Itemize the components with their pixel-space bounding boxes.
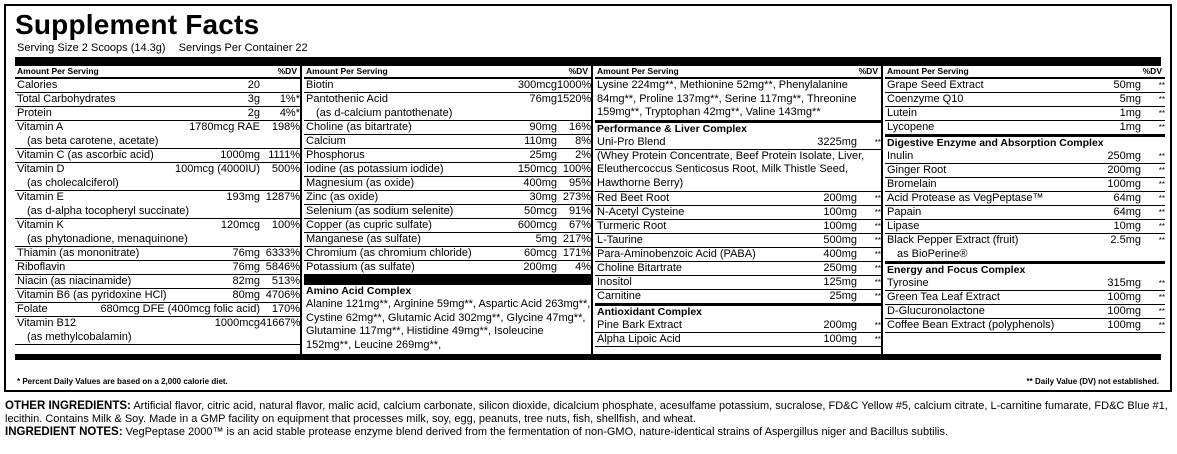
nutrient-name: Choline Bitartrate [597, 261, 682, 274]
ingredients-section [5, 400, 1173, 439]
unipro-sub: (Whey Protein Concentrate, Beef Protein Isolate, Liver, Eleuthercoccus Senticosus Root, Milk Thistle Seed, Hawthorne Berry) [595, 150, 881, 192]
nutrient-dv: 1%* [279, 93, 300, 105]
nutrient-name: Vitamin E [17, 191, 64, 203]
nutrient-name: Inulin [887, 150, 914, 162]
nutrient-dv: 100% [562, 163, 591, 175]
nutrient-dv: ** [874, 221, 881, 231]
nutrient-row [885, 150, 1165, 164]
nutrient-amount: 25mg [529, 149, 557, 161]
nutrient-amount: 200mg [823, 191, 857, 204]
nutrient-dv: 1000% [557, 79, 592, 91]
nutrient-row [15, 121, 300, 135]
nutrient-amount: 200mg [1107, 164, 1141, 176]
nutrient-name: N-Acetyl Cysteine [597, 205, 685, 218]
amino-acid-title: Amino Acid Complex [306, 285, 412, 297]
nutrient-row [304, 205, 591, 219]
nutrient-dv: 16% [568, 121, 591, 133]
nutrient-dv: 4%* [279, 107, 300, 119]
nutrient-amount: 100mg [823, 205, 857, 218]
nutrient-amount: 150mcg [517, 163, 557, 175]
nutrient-row [304, 93, 591, 107]
nutrient-amount: 5mg [1119, 93, 1141, 105]
nutrient-row [15, 247, 300, 261]
nutrient-amount: 90mg [529, 121, 557, 133]
nutrient-name: Inositol [597, 275, 632, 288]
nutrient-name: Coffee Bean Extract (polyphenols) [887, 319, 1055, 331]
nutrient-name: Ginger Root [887, 164, 947, 176]
nutrient-amount: 76mg [232, 247, 260, 259]
nutrient-name: Pantothenic Acid [306, 93, 388, 105]
nutrient-name: L-Taurine [597, 233, 643, 246]
nutrient-row [304, 149, 591, 163]
nutrient-amount: 50mcg [523, 205, 557, 217]
nutrient-row [595, 248, 881, 262]
nutrient-row [15, 219, 300, 233]
nutrient-row [885, 277, 1165, 291]
nutrient-amount: 76mg [232, 261, 260, 273]
amino-acid-continued: Lysine 224mg**, Methionine 52mg**, Phenylalanine 84mg**, Proline 137mg**, Serine 117mg**, Threonine 159mg**, Tryptophan 42mg**, Valine 143mg** [595, 79, 881, 123]
nutrient-amount: 315mg [1107, 277, 1141, 289]
nutrient-amount: 100mg [1107, 178, 1141, 190]
nutrient-name: Green Tea Leaf Extract [887, 291, 1000, 303]
nutrient-amount: 110mg [524, 135, 557, 147]
nutrient-dv: ** [1158, 180, 1165, 189]
nutrient-name: Manganese (as sulfate) [306, 233, 421, 245]
column-header: Amount Per Serving %DV [304, 66, 591, 79]
supplement-facts-panel [4, 4, 1172, 392]
performance-title: Performance & Liver Complex [597, 122, 747, 135]
nutrient-amount: 100mcg (4000IU) [175, 163, 260, 175]
nutrient-amount: 193mg [226, 191, 260, 203]
nutrient-name: Pine Bark Extract [597, 318, 682, 331]
nutrient-row [885, 319, 1165, 333]
column-header: Amount Per Serving %DV [885, 66, 1165, 79]
nutrient-name: Niacin (as niacinamide) [17, 275, 132, 287]
nutrient-dv: ** [874, 320, 881, 330]
nutrient-dv: ** [874, 277, 881, 287]
nutrient-dv: 5846% [265, 261, 300, 273]
nutrient-dv: ** [1158, 152, 1165, 161]
nutrient-amount: 20 [247, 79, 260, 91]
nutrient-name: D-Glucuronolactone [887, 305, 985, 317]
nutrient-name: Lipase [887, 220, 920, 232]
nutrient-name: Vitamin D [17, 163, 65, 175]
nutrient-amount: 3g [247, 93, 260, 105]
nutrient-sub: (as d-calcium pantothenate) [304, 107, 591, 121]
nutrient-amount: 76mg [529, 93, 557, 105]
other-ingredients-text: Artificial flavor, citric acid, natural flavor, malic acid, calcium carbonate, silicon dioxide, dicalcium phosphate, acesulfame potassium, sucralose, FD&C Yellow #5, calcium citrate, L-carnitine fumarate, FD&C Blue #1, lecithin. Contains Milk & Soy. Made in a GMP facility on equipment that processes milk, soy, egg, peanuts, tree nuts, fish, shellfish, and wheat. [5, 400, 1168, 425]
nutrient-dv: ** [874, 193, 881, 203]
nutrient-row [885, 107, 1165, 121]
nutrient-dv: 6333% [265, 247, 300, 259]
column-3 [595, 66, 883, 354]
nutrient-name: Biotin [306, 79, 334, 91]
nutrient-sub: (as d-alpha tocopheryl succinate) [15, 205, 300, 219]
nutrient-dv: ** [874, 207, 881, 217]
section-divider [304, 275, 591, 285]
nutrient-row [595, 206, 881, 220]
nutrient-row [595, 319, 881, 333]
nutrient-dv: 4706% [265, 289, 300, 301]
nutrient-amount: 400mg [523, 177, 557, 189]
nutrient-name: Calories [17, 79, 58, 91]
nutrient-row [885, 305, 1165, 319]
nutrient-dv: ** [1158, 95, 1165, 104]
nutrient-dv: ** [1158, 208, 1165, 217]
nutrient-name: Protein [17, 107, 52, 119]
nutrient-row [595, 290, 881, 304]
nutrient-row [15, 261, 300, 275]
nutrient-amount: 80mg [232, 289, 260, 301]
unipro-row: Uni-Pro Blend 3225mg ** [597, 135, 881, 148]
nutrient-name: Phosphorus [306, 149, 365, 161]
nutrient-amount: 200mg [523, 261, 557, 273]
nutrient-row [885, 178, 1165, 192]
nutrient-row [304, 163, 591, 177]
nutrient-name: Folate [17, 303, 48, 315]
column-header: Amount Per Serving %DV [595, 66, 881, 79]
nutrient-row [304, 79, 591, 93]
digestive-rows [885, 150, 1165, 262]
nutrient-dv: ** [1158, 293, 1165, 302]
nutrient-dv: 2% [575, 149, 591, 161]
nutrient-amount: 100mg [1107, 291, 1141, 303]
nutrient-name: Vitamin B6 (as pyridoxine HCl) [17, 289, 167, 301]
nutrient-dv: ** [874, 334, 881, 344]
nutrient-dv: 273% [562, 191, 591, 203]
nutrient-row [15, 79, 300, 93]
footnote-not-established: ** Daily Value (DV) not established. [1026, 377, 1159, 386]
nutrient-sub: (as cholecalciferol) [15, 177, 300, 191]
energy-rows [885, 277, 1165, 333]
nutrient-amount: 250mg [823, 261, 857, 274]
ingredient-notes [5, 426, 1173, 439]
nutrient-amount: 125mg [823, 275, 857, 288]
nutrient-row [304, 261, 591, 275]
nutrient-name: Calcium [306, 135, 346, 147]
nutrient-name: Copper (as cupric sulfate) [306, 219, 432, 231]
nutrient-row [304, 177, 591, 191]
nutrient-name: Grape Seed Extract [887, 79, 984, 91]
nutrient-row [595, 192, 881, 206]
nutrient-dv: ** [1158, 194, 1165, 203]
nutrient-dv: ** [1158, 236, 1165, 245]
nutrient-row [885, 220, 1165, 234]
panel-title: Supplement Facts [15, 9, 260, 40]
serving-size: Serving Size 2 Scoops (14.3g) [17, 42, 166, 54]
nutrient-name: Selenium (as sodium selenite) [306, 205, 454, 217]
nutrient-sub: (as phytonadione, menaquinone) [15, 233, 300, 247]
nutrient-row [15, 93, 300, 107]
nutrient-amount: 400mg [823, 247, 857, 260]
nutrient-dv: ** [874, 235, 881, 245]
nutrient-row [304, 191, 591, 205]
nutrient-dv [260, 79, 300, 92]
nutrient-name: Para-Aminobenzoic Acid (PABA) [597, 247, 756, 260]
nutrient-amount: 100mg [823, 219, 857, 232]
nutrient-dv: 1520% [557, 93, 592, 105]
nutrient-row [15, 317, 300, 331]
nutrient-name: Chromium (as chromium chloride) [306, 247, 472, 259]
nutrient-name: Coenzyme Q10 [887, 93, 964, 105]
nutrient-row [595, 234, 881, 248]
nutrient-row [595, 262, 881, 276]
nutrient-row [885, 164, 1165, 178]
column-2 [304, 66, 593, 354]
nutrient-dv: ** [1158, 81, 1165, 90]
nutrient-dv: 100% [271, 219, 300, 231]
energy-title: Energy and Focus Complex [885, 262, 1165, 277]
nutrient-sub: (as methylcobalamin) [15, 331, 300, 345]
nutrient-dv: 41667% [260, 317, 301, 329]
nutrient-dv: ** [1158, 123, 1165, 132]
nutrient-row [885, 206, 1165, 220]
nutrient-amount: 1000mg [220, 149, 260, 161]
nutrient-amount: 60mcg [523, 247, 557, 259]
nutrient-name: Magnesium (as oxide) [306, 177, 415, 189]
nutrient-row [885, 79, 1165, 93]
nutrient-amount: 600mcg [517, 219, 557, 231]
nutrient-row [885, 234, 1165, 248]
nutrient-dv: ** [1158, 109, 1165, 118]
nutrient-amount: 64mg [1113, 206, 1141, 218]
top-bar [15, 57, 1161, 66]
nutrient-amount: 120mcg [220, 219, 260, 231]
serving-info [17, 42, 318, 55]
nutrient-dv: 4% [575, 261, 591, 273]
footnote-dv: * Percent Daily Values are based on a 2,000 calorie diet. [17, 377, 228, 386]
nutrient-dv: 171% [562, 247, 591, 259]
nutrient-dv: ** [874, 249, 881, 259]
nutrient-dv: 170% [271, 303, 300, 315]
nutrient-amount: 250mg [1107, 150, 1141, 162]
nutrient-row [304, 135, 591, 149]
nutrient-amount: 200mg [823, 318, 857, 331]
nutrient-amount: 10mg [1113, 220, 1141, 232]
nutrient-name: Alpha Lipoic Acid [597, 332, 681, 345]
nutrient-amount: 5mg [535, 233, 557, 245]
nutrient-amount: 2.5mg [1110, 234, 1141, 246]
nutrient-name: Vitamin A [17, 121, 64, 133]
nutrient-row [595, 220, 881, 234]
nutrient-dv: ** [1158, 222, 1165, 231]
nutrient-name: Choline (as bitartrate) [306, 121, 412, 133]
nutrient-name: Vitamin K [17, 219, 64, 231]
nutrient-row [885, 291, 1165, 305]
nutrient-row [15, 275, 300, 289]
nutrient-name: Lutein [887, 107, 917, 119]
nutrient-name: Vitamin B12 [17, 317, 77, 329]
bottom-bar [15, 354, 1161, 360]
nutrient-name: Vitamin C (as ascorbic acid) [17, 149, 154, 161]
nutrient-dv: 500% [271, 163, 300, 175]
nutrient-row [15, 303, 300, 317]
nutrient-row [304, 233, 591, 247]
nutrient-row [885, 93, 1165, 107]
nutrient-name: Riboflavin [17, 261, 66, 273]
column-4 [885, 66, 1165, 354]
nutrient-name: Potassium (as sulfate) [306, 261, 415, 273]
nutrient-dv: ** [874, 291, 881, 301]
nutrient-amount: 64mg [1113, 192, 1141, 204]
column-4-rows [885, 79, 1165, 135]
nutrient-dv: 217% [562, 233, 591, 245]
nutrient-row [304, 121, 591, 135]
nutrient-name: Bromelain [887, 178, 937, 190]
nutrient-dv: 1111% [268, 149, 300, 161]
column-1-rows [15, 79, 300, 345]
column-2-rows [304, 79, 591, 275]
nutrient-row [15, 191, 300, 205]
ingredient-notes-text: VegPeptase 2000™ is an acid stable protease enzyme blend derived from the fermentation of non-GMO, nature-identical strains of Aspergillus niger and Bacillus subtilis. [125, 426, 949, 438]
nutrient-amount: 30mg [529, 191, 557, 203]
nutrient-amount: 82mg [232, 275, 260, 287]
nutrient-amount: 1780mcg RAE [189, 121, 260, 133]
nutrient-row [15, 107, 300, 121]
nutrient-amount: 2g [247, 107, 260, 119]
nutrient-dv: 67% [568, 219, 591, 231]
nutrient-name: Papain [887, 206, 922, 218]
other-ingredients-label: OTHER INGREDIENTS: [5, 400, 131, 412]
servings-per-container: Servings Per Container 22 [178, 42, 308, 54]
nutrient-row [15, 163, 300, 177]
nutrient-amount: 50mg [1113, 79, 1141, 91]
nutrient-row [304, 219, 591, 233]
nutrient-amount: 25mg [829, 289, 857, 302]
nutrient-row [885, 121, 1165, 135]
nutrient-row [15, 289, 300, 303]
nutrient-dv: 513% [271, 275, 300, 287]
nutrient-name: Turmeric Root [597, 219, 667, 232]
nutrient-row [885, 192, 1165, 206]
nutrient-name: Acid Protease as VegPeptase™ [887, 192, 1044, 204]
nutrient-name: Carnitine [597, 289, 642, 302]
nutrient-row [595, 276, 881, 290]
digestive-title: Digestive Enzyme and Absorption Complex [885, 135, 1165, 150]
nutrient-name: Red Beet Root [597, 191, 670, 204]
nutrient-dv: ** [874, 263, 881, 273]
nutrient-row [595, 333, 881, 347]
nutrient-dv: ** [1158, 307, 1165, 316]
nutrient-amount: 1mg [1119, 121, 1141, 133]
antioxidant-rows [595, 319, 881, 347]
nutrient-name: Lycopene [887, 121, 935, 133]
column-1 [15, 66, 302, 354]
nutrient-dv: 1287% [265, 191, 300, 203]
nutrient-name: Thiamin (as mononitrate) [17, 247, 140, 259]
nutrient-name: Zinc (as oxide) [306, 191, 379, 203]
nutrient-dv: 198% [271, 121, 300, 133]
nutrient-dv: ** [1158, 166, 1165, 175]
nutrient-dv: 95% [568, 177, 591, 189]
amino-acid-text: Alanine 121mg**, Arginine 59mg**, Aspartic Acid 263mg**, Cystine 62mg**, Glutamic Acid 302mg**, Glycine 47mg**, Glutamine 117mg**, Histidine 49mg**, Isoleucine 152mg**, Leucine 269mg**, [306, 298, 591, 351]
nutrient-row [15, 149, 300, 163]
nutrient-sub: (as beta carotene, acetate) [15, 135, 300, 149]
nutrient-name: Tyrosine [887, 277, 929, 289]
nutrient-amount: 1mg [1119, 107, 1141, 119]
nutrient-sub: as BioPerine® [885, 248, 1165, 262]
nutrient-name: Total Carbohydrates [17, 93, 116, 105]
nutrient-amount: 680mcg DFE (400mcg folic acid) [100, 303, 260, 315]
nutrient-dv: 91% [568, 205, 591, 217]
nutrient-dv: 8% [575, 135, 591, 147]
nutrient-amount: 300mcg [517, 79, 557, 91]
nutrient-amount: 500mg [823, 233, 857, 246]
nutrient-row [304, 247, 591, 261]
column-header: Amount Per Serving %DV [15, 66, 300, 79]
nutrient-amount: 100mg [823, 332, 857, 345]
nutrient-amount: 1000mcg [214, 317, 260, 329]
nutrient-dv: ** [1158, 279, 1165, 288]
column-3-rows [595, 192, 881, 304]
nutrient-name: Black Pepper Extract (fruit) [887, 234, 1019, 246]
nutrient-dv: ** [1158, 321, 1165, 330]
nutrient-amount: 100mg [1107, 305, 1141, 317]
other-ingredients [5, 400, 1173, 426]
nutrient-name: Iodine (as potassium iodide) [306, 163, 444, 175]
antioxidant-title: Antioxidant Complex [595, 304, 881, 319]
ingredient-notes-label: INGREDIENT NOTES: [5, 426, 123, 438]
nutrient-amount: 100mg [1107, 319, 1141, 331]
